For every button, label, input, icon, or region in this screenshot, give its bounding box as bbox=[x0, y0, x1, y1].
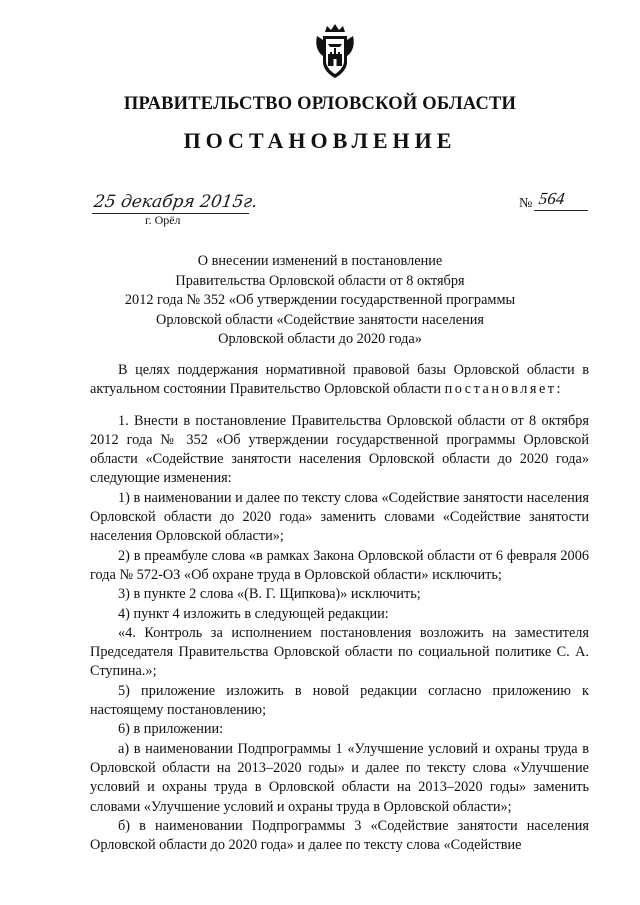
subclause-4: 4) пункт 4 изложить в следующей редакции: bbox=[118, 605, 389, 622]
government-title: ПРАВИТЕЛЬСТВО ОРЛОВСКОЙ ОБЛАСТИ bbox=[123, 94, 517, 114]
resolves-word: постановляет: bbox=[444, 381, 564, 398]
document-subject bbox=[0, 252, 640, 350]
subject-line: Орловской области «Содействие занятости населения bbox=[156, 311, 484, 328]
number-handwritten: 564 bbox=[537, 189, 566, 208]
clause-1: 1. Внести в постановление Правительства Орловской области от 8 октября 2012 года № 352 «Об утверждении государственной программы Орловской области «Содействие занятости населения Орловской области до 2020 года» следующие изменения: bbox=[90, 412, 589, 487]
subject-line: 2012 года № 352 «Об утверждении государственной программы bbox=[124, 292, 516, 308]
subject-line: Орловской области до 2020 года» bbox=[218, 331, 422, 347]
number-label: № bbox=[519, 196, 533, 211]
number-underline bbox=[534, 210, 588, 211]
document-body bbox=[90, 361, 589, 855]
subject-line: Правительства Орловской области от 8 октября bbox=[175, 272, 465, 289]
subclause-5: 5) приложение изложить в новой редакции согласно приложению к настоящему постановлению; bbox=[90, 682, 589, 719]
city-label: г. Орёл bbox=[145, 213, 181, 227]
subclause-6a: а) в наименовании Подпрограммы 1 «Улучшение условий и охраны труда в Орловской области на 2013–2020 годы» и далее по тексту слова «Улучшение условий и охраны труда в Орловской области на 2013–2020 годы» заменить словами «Улучшение условий и охраны труда в Орловской области»; bbox=[90, 740, 589, 815]
subclause-1: 1) в наименовании и далее по тексту слова «Содействие занятости населения Орловской области до 2020 года» заменить словами «Содействие занятости населения Орловской области»; bbox=[90, 489, 589, 545]
intro-paragraph bbox=[90, 361, 589, 400]
intro-text: В целях поддержания нормативной правовой базы Орловской области в актуальном состоянии Правительство Орловской области bbox=[90, 362, 589, 398]
subclause-6b: б) в наименовании Подпрограммы 3 «Содействие занятости населения Орловской области до 2020 года» и далее по тексту слова «Содействие bbox=[90, 817, 589, 854]
coat-of-arms-orel-icon bbox=[313, 22, 357, 82]
subclause-3: 3) в пункте 2 слова «(В. Г. Щипкова)» исключить; bbox=[118, 586, 421, 603]
date-handwritten: 25 декабря 2015г. bbox=[92, 192, 259, 212]
document-type-title: ПОСТАНОВЛЕНИЕ bbox=[183, 128, 457, 153]
subclause-6: 6) в приложении: bbox=[118, 721, 224, 738]
subclause-2: 2) в преамбуле слова «в рамках Закона Орловской области от 6 февраля 2006 года № 572-ОЗ «Об охране труда в Орловской области» исключить; bbox=[90, 547, 589, 583]
quoted-clause-4: «4. Контроль за исполнением постановления возложить на заместителя Председателя Правительства Орловской области по социальной политике С. А. Ступина.»; bbox=[90, 624, 589, 680]
subject-line: О внесении изменений в постановление bbox=[197, 253, 443, 269]
